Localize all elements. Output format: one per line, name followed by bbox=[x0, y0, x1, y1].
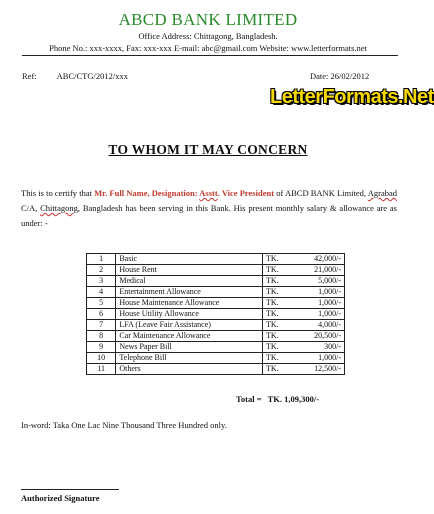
employee-name: Mr. Full Name, Designation: bbox=[94, 188, 200, 198]
row-currency: TK. bbox=[263, 364, 294, 375]
contact-info: Phone No.: xxx-xxxx, Fax: xxx-xxx E-mail: abc@gmail.com Website: www.letterformats.net bbox=[49, 43, 367, 53]
body-part-4: , Bangladesh has been serving in this Bank. His present monthly salary & allowance are as under: - bbox=[21, 203, 397, 228]
row-serial: 10 bbox=[87, 353, 116, 364]
row-amount: 1,000/- bbox=[293, 287, 344, 298]
row-serial: 4 bbox=[87, 287, 116, 298]
row-amount: 5,000/- bbox=[293, 276, 344, 287]
row-item: Telephone Bill bbox=[116, 353, 263, 364]
watermark-logo: LetterFormats.Net bbox=[270, 86, 434, 108]
total-label: Total = bbox=[236, 394, 262, 404]
row-currency: TK. bbox=[263, 254, 294, 265]
row-currency: TK. bbox=[263, 353, 294, 364]
table-row bbox=[87, 320, 345, 331]
office-address: Office Address: Chittagong, Bangladesh. bbox=[138, 31, 278, 41]
row-amount: 20,500/- bbox=[293, 331, 344, 342]
table-row bbox=[87, 309, 345, 320]
body-part-1: This is to certify that bbox=[21, 188, 95, 198]
row-currency: TK. bbox=[263, 287, 294, 298]
row-serial: 8 bbox=[87, 331, 116, 342]
row-serial: 9 bbox=[87, 342, 116, 353]
row-serial: 11 bbox=[87, 364, 116, 375]
row-amount: 21,000/- bbox=[293, 265, 344, 276]
row-amount: 42,000/- bbox=[293, 254, 344, 265]
table-row bbox=[87, 287, 345, 298]
row-currency: TK. bbox=[263, 309, 294, 320]
body-paragraph bbox=[21, 186, 397, 231]
amount-in-words: In-word: Taka One Lac Nine Thousand Three Hundred only. bbox=[21, 420, 227, 430]
row-currency: TK. bbox=[263, 265, 294, 276]
row-item: Car Maintenance Allowance bbox=[116, 331, 263, 342]
table-row bbox=[87, 353, 345, 364]
row-item: Medical bbox=[116, 276, 263, 287]
table-row bbox=[87, 265, 345, 276]
table-row bbox=[87, 342, 345, 353]
letter-title: TO WHOM IT MAY CONCERN bbox=[108, 142, 308, 157]
row-currency: TK. bbox=[263, 276, 294, 287]
body-part-2: of ABCD BANK Limited, bbox=[274, 188, 368, 198]
row-serial: 5 bbox=[87, 298, 116, 309]
ref-value: ABC/CTG/2012/xxx bbox=[56, 71, 128, 81]
table-row bbox=[87, 254, 345, 265]
designation-abbrev: Asstt bbox=[199, 188, 218, 198]
ref-label: Ref: bbox=[22, 71, 37, 81]
total-amount bbox=[236, 394, 319, 404]
reference bbox=[22, 71, 128, 81]
body-part-3: C/A, bbox=[21, 203, 41, 213]
total-value: TK. 1,09,300/- bbox=[267, 394, 320, 404]
bank-name: ABCD BANK LIMITED bbox=[118, 10, 298, 29]
row-serial: 7 bbox=[87, 320, 116, 331]
row-currency: TK. bbox=[263, 320, 294, 331]
designation: . Vice President bbox=[217, 188, 275, 198]
row-currency: TK. bbox=[263, 298, 294, 309]
row-amount: 1,000/- bbox=[293, 298, 344, 309]
salary-table bbox=[86, 253, 345, 375]
location-agrabad: Agrabad bbox=[367, 188, 397, 198]
row-amount: 300/- bbox=[293, 342, 344, 353]
row-item: Entertainment Allowance bbox=[116, 287, 263, 298]
row-amount: 1,000/- bbox=[293, 353, 344, 364]
table-row bbox=[87, 331, 345, 342]
letter-date: Date: 26/02/2012 bbox=[310, 71, 370, 81]
row-item: House Rent bbox=[116, 265, 263, 276]
row-item: News Paper Bill bbox=[116, 342, 263, 353]
letterhead-divider bbox=[22, 55, 398, 56]
row-item: LFA (Leave Fair Assistance) bbox=[116, 320, 263, 331]
row-amount: 4,000/- bbox=[293, 320, 344, 331]
location-chittagong: Chittagong bbox=[40, 203, 78, 213]
row-serial: 3 bbox=[87, 276, 116, 287]
table-row bbox=[87, 298, 345, 309]
row-item: House Utility Allowance bbox=[116, 309, 263, 320]
row-item: Basic bbox=[116, 254, 263, 265]
row-currency: TK. bbox=[263, 331, 294, 342]
row-serial: 2 bbox=[87, 265, 116, 276]
row-serial: 1 bbox=[87, 254, 116, 265]
authorized-signature: Authorized Signature bbox=[21, 493, 100, 503]
row-amount: 12,500/- bbox=[293, 364, 344, 375]
table-row bbox=[87, 276, 345, 287]
table-row bbox=[87, 364, 345, 375]
row-serial: 6 bbox=[87, 309, 116, 320]
row-currency: TK. bbox=[263, 342, 294, 353]
row-item: House Maintenance Allowance bbox=[116, 298, 263, 309]
signature-line bbox=[21, 489, 119, 490]
row-item: Others bbox=[116, 364, 263, 375]
row-amount: 1,000/- bbox=[293, 309, 344, 320]
